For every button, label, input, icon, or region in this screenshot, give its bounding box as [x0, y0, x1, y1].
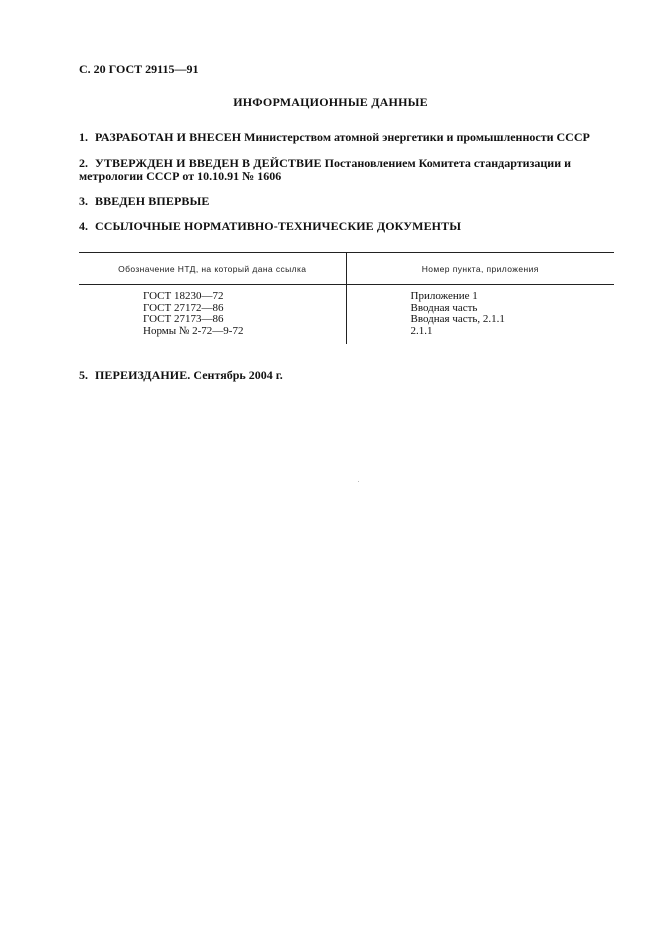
- table-cell-clause: Приложение 1: [410, 290, 478, 302]
- reference-table: [79, 252, 614, 344]
- item-text: Постановлением Комитета стандартизации и метрологии СССР от 10.10.91 № 1606: [79, 156, 572, 183]
- item-number: 2.: [79, 156, 88, 170]
- table-cell-document: Нормы № 2-72—9-72: [143, 324, 244, 337]
- item-number: 3.: [79, 194, 88, 208]
- clause-column: [346, 285, 615, 344]
- item-number: 5.: [79, 368, 88, 382]
- info-item-approved: [79, 157, 619, 183]
- info-item-first-introduced: [79, 195, 619, 208]
- item-heading: РАЗРАБОТАН И ВНЕСЕН: [95, 130, 242, 144]
- scan-speck: [358, 481, 359, 482]
- item-heading: ССЫЛОЧНЫЕ НОРМАТИВНО-ТЕХНИЧЕСКИЕ ДОКУМЕНТЫ: [95, 219, 462, 233]
- item-heading: ПЕРЕИЗДАНИЕ.: [95, 368, 191, 382]
- column-header-clause: Номер пункта, приложения: [346, 253, 615, 284]
- item-text: Сентябрь 2004 г.: [193, 368, 283, 382]
- table-cell-clause: Вводная часть: [410, 301, 478, 314]
- page-header: С. 20 ГОСТ 29115—91: [79, 62, 199, 76]
- item-text: Министерством атомной энергетики и промышленности СССР: [244, 130, 590, 144]
- table-cell-document: ГОСТ 27172—86: [143, 301, 224, 314]
- document-column: [79, 285, 346, 344]
- info-item-developed: [79, 131, 619, 144]
- table-body: [79, 285, 614, 344]
- info-item-reissue: [79, 369, 619, 382]
- table-cell-clause: 2.1.1: [410, 324, 433, 337]
- table-header-row: [79, 253, 614, 285]
- info-item-reference-docs: [79, 220, 619, 233]
- table-cell-clause: Вводная часть, 2.1.1: [410, 313, 505, 325]
- table-cell-document: ГОСТ 27173—86: [143, 313, 224, 325]
- item-number: 1.: [79, 130, 88, 144]
- table-cell-document: ГОСТ 18230—72: [143, 290, 224, 302]
- item-number: 4.: [79, 219, 88, 233]
- column-header-document: Обозначение НТД, на который дана ссылка: [118, 263, 307, 274]
- item-heading: УТВЕРЖДЕН И ВВЕДЕН В ДЕЙСТВИЕ: [95, 156, 322, 170]
- document-title: ИНФОРМАЦИОННЫЕ ДАННЫЕ: [233, 95, 428, 109]
- item-heading: ВВЕДЕН ВПЕРВЫЕ: [95, 194, 210, 208]
